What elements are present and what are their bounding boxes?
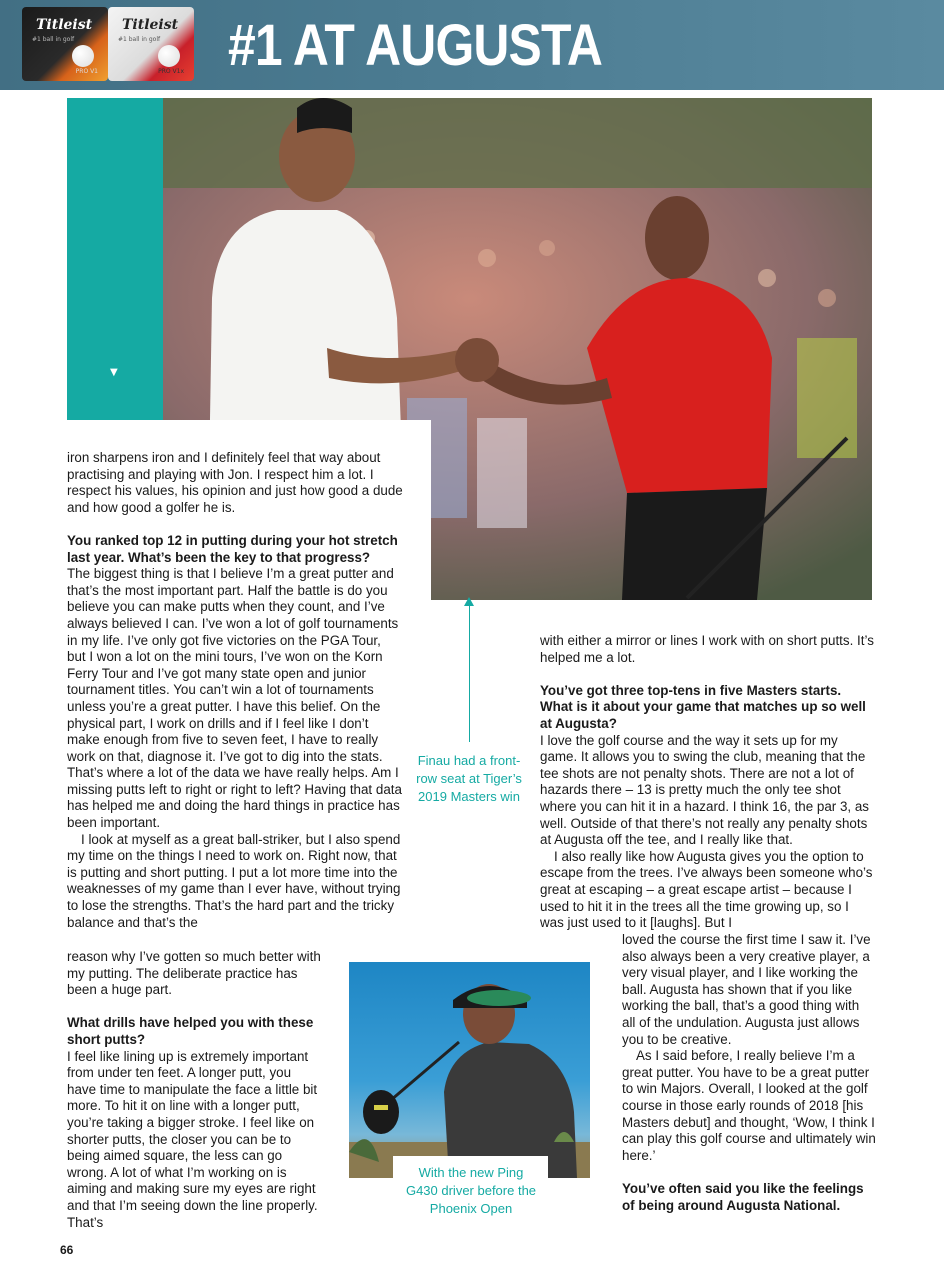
box-model: PRO V1x [158,68,184,75]
body-paragraph: The biggest thing is that I believe I’m a great putter and that’s the most important part. Half the battle is do you believe you can make putts when they count, and I’ve always believed I can. I’ve won a lot of golf tournaments in my life. I’ve only got five victories on the PGA Tour, but I won a lot on the mini tours, I’ve won on the Korn Ferry Tour and I’ve got many state open and junior tournament titles. You can’t win a lot of tournaments unless you’re a great putter. I have this belief. On the physical part, I work on drills and if I feel like I don’t make enough from five to seven feet, I have to really work on that, diagnose it. I’ve got to dig into the stats. That’s where a lot of the data we have really helps. Am I missing putts left to right or right to left? Having that data has helped me and doing the hard things in practice has been important. [67,566,402,831]
body-paragraph: loved the course the first time I saw it. I’ve also always been a very creative player, a very visual player, and I like working the ball. Augusta has shown that if you like working the ball, that’s a good thing with all of the undulation. Augusta just allows you to be creative. [622,932,871,1047]
body-paragraph: As I said before, I really believe I’m a great putter. You have to be a great putter to win Majors. Overall, I looked at the golf course in those early rounds of 2018 [his Masters debut] and thought, ‘Wow, I think I can play this golf course and ultimately win here.’ [622,1048,876,1163]
golf-ball-icon [72,45,94,67]
interview-question: You’ve often said you like the feelings of being around Augusta National. [622,1180,864,1213]
page-title: #1 AT AUGUSTA [228,13,603,78]
box-tagline: #1 ball in golf [118,36,161,43]
box-model: PRO V1 [75,68,98,75]
header-banner [0,0,944,90]
paragraph-gap [622,1164,876,1181]
article-column-right [540,633,876,932]
box-tagline: #1 ball in golf [32,36,75,43]
main-photo-caption: Finau had a front-row seat at Tiger’s 2019 Masters win [416,753,522,804]
body-paragraph: I love the golf course and the way it sets up for my game. It allows you to swing the club, meaning that the tee shots are not penalty shots. There are not a lot of hazards there – 13 is pretty much the only tee shot where you can hit it in a hazard. I think 16, the par 3, as well. Outside of that there’s not really any penalty shots at Augusta off the tee, and I really like that. [540,732,870,848]
paragraph-gap [67,999,322,1016]
titleist-prov1-box [22,7,108,81]
page-number: 66 [60,1243,74,1257]
paragraph-gap [540,666,876,683]
body-paragraph: iron sharpens iron and I definitely feel that way about practising and playing with Jon. I respect him a lot. I respect his values, his opinion and just how good a dude and how good a golfer he is. [67,450,403,515]
small-photo-ping-driver [349,962,590,1178]
article-column-right-lower [622,932,876,1214]
article-column-left [67,450,403,931]
golfer-swing-illustration [349,962,590,1178]
arrow-down-icon: ▼ [110,367,118,378]
body-paragraph: with either a mirror or lines I work with on short putts. It’s helped me a lot. [540,633,874,665]
box-brand: Titleist [36,17,93,33]
article-column-left-lower [67,949,322,1231]
interview-question: You’ve got three top-tens in five Masters starts. What is it about your game that matches up so well at Augusta? [540,682,866,731]
interview-question: What drills have helped you with these short putts? [67,1015,314,1047]
body-paragraph: reason why I’ve gotten so much better with my putting. The deliberate practice has been a huge part. [67,949,321,998]
interview-question: You ranked top 12 in putting during your hot stretch last year. What’s been the key to that progress? [67,532,398,565]
caption-pointer-line [469,604,470,742]
titleist-prov1x-box [108,7,194,81]
body-paragraph: I look at myself as a great ball-striker, but I also spend my time on the things I need to work on. Right now, that is putting and short putting. I put a lot more time into the weaknesses of my game than I ever have, without trying to lose the strengths. That’s the hard part and the tricky balance and that’s the [67,831,401,930]
body-paragraph: I feel like lining up is extremely important from under ten feet. A longer putt, you have time to manipulate the face a little bit more. To hit it on line with a longer putt, you’re taking a bigger stroke. I feel like on shorter putts, the closer you can be to being aimed square, the less can go wrong. A lot of what I’m working on is aiming and making sure my eyes are right and that I’m seeing down the line properly. That’s [67,1048,318,1230]
body-paragraph: I also really like how Augusta gives you the option to escape from the trees. I’ve always been someone who’s great at escaping – a great escape artist – because I used to hit it in the trees all the time growing up, so I was just used to it [laughs]. But I [540,848,873,931]
golf-ball-icon [158,45,180,67]
box-brand: Titleist [122,17,179,33]
small-photo-caption: With the new Ping G430 driver before the Phoenix Open [405,1165,537,1216]
paragraph-gap [67,516,403,533]
